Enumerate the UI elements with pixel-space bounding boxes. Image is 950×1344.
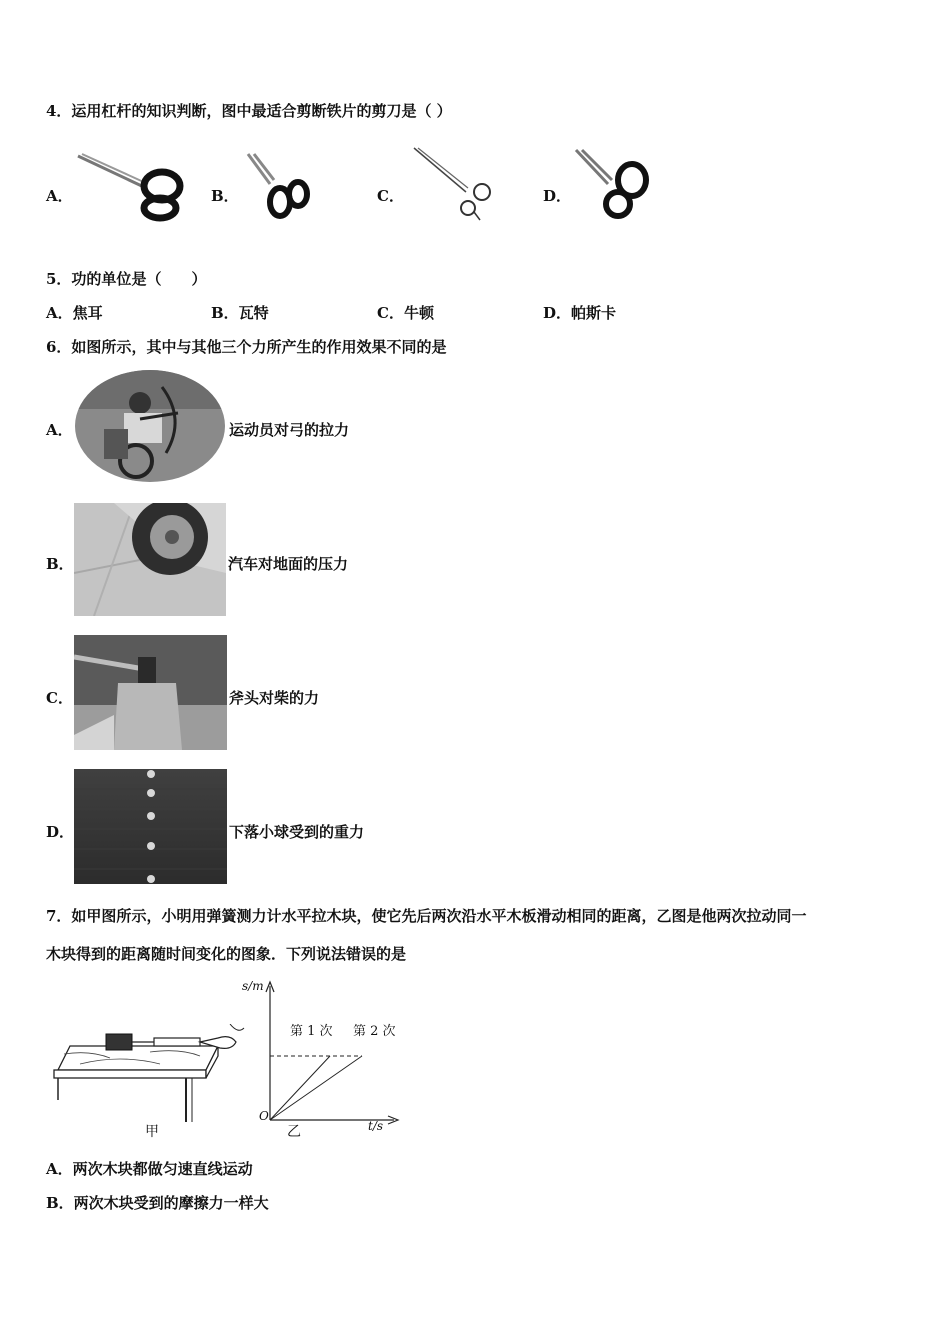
q7-option-b: B．两次木块受到的摩擦力一样大 xyxy=(46,1194,269,1212)
archer-photo xyxy=(74,369,226,483)
q5-stem: 5．功的单位是（ ） xyxy=(46,270,207,288)
q5-option-a: A．焦耳 xyxy=(46,304,103,322)
graph-x-axis-label: t/s xyxy=(368,1119,384,1133)
q5-option-b: B．瓦特 xyxy=(211,304,269,322)
q5-option-d: D．帕斯卡 xyxy=(543,304,617,322)
q5-option-c: C．牛顿 xyxy=(377,304,434,322)
q4-option-a-label: A． xyxy=(46,187,73,205)
q6-option-a-label: A． xyxy=(46,421,73,439)
fig-jia-label: 甲 xyxy=(145,1124,159,1140)
scissors-d-icon xyxy=(572,146,652,222)
q4-option-d-label: D． xyxy=(543,187,572,205)
graph-origin-label: O xyxy=(259,1109,269,1123)
falling-ball-photo xyxy=(74,769,227,884)
axe-chopping-photo xyxy=(74,635,227,750)
q6-option-d-text: 下落小球受到的重力 xyxy=(229,823,365,841)
q6-stem: 6．如图所示，其中与其他三个力所产生的作用效果不同的是 xyxy=(46,338,447,356)
q7-stem-line1: 7．如甲图所示，小明用弹簧测力计水平拉木块，使它先后两次沿水平木板滑动相同的距离，乙图是他两次拉动同一 xyxy=(46,907,807,925)
q6-option-a-text: 运动员对弓的拉力 xyxy=(229,421,350,439)
q6-option-b-label: B． xyxy=(46,555,74,573)
q6-option-c-text: 斧头对柴的力 xyxy=(229,689,320,707)
car-tire-photo xyxy=(74,503,226,616)
graph-line2-label: 第 2 次 xyxy=(353,1024,396,1039)
scissors-b-icon xyxy=(240,150,312,222)
q6-option-d-label: D． xyxy=(46,823,75,841)
line-second-run xyxy=(270,1056,362,1120)
graph-line1-label: 第 1 次 xyxy=(290,1024,333,1039)
q6-option-c-label: C． xyxy=(46,689,73,707)
q7-option-a: A．两次木块都做匀速直线运动 xyxy=(46,1160,253,1178)
scissors-c-icon xyxy=(410,146,500,222)
fig-yi-label: 乙 xyxy=(287,1124,301,1140)
q6-option-b-text: 汽车对地面的压力 xyxy=(228,555,349,573)
line-first-run xyxy=(270,1056,330,1120)
graph-y-axis-label: s/m xyxy=(242,979,264,993)
scissors-a-icon xyxy=(74,150,186,222)
q4-stem: 4．运用杠杆的知识判断，图中最适合剪断铁片的剪刀是（ ） xyxy=(46,102,452,120)
fig-jia-table-drawing xyxy=(50,1024,246,1124)
q4-option-c-label: C． xyxy=(377,187,404,205)
q7-stem-line2: 木块得到的距离随时间变化的图象．下列说法错误的是 xyxy=(46,945,407,963)
q4-option-b-label: B． xyxy=(211,187,239,205)
